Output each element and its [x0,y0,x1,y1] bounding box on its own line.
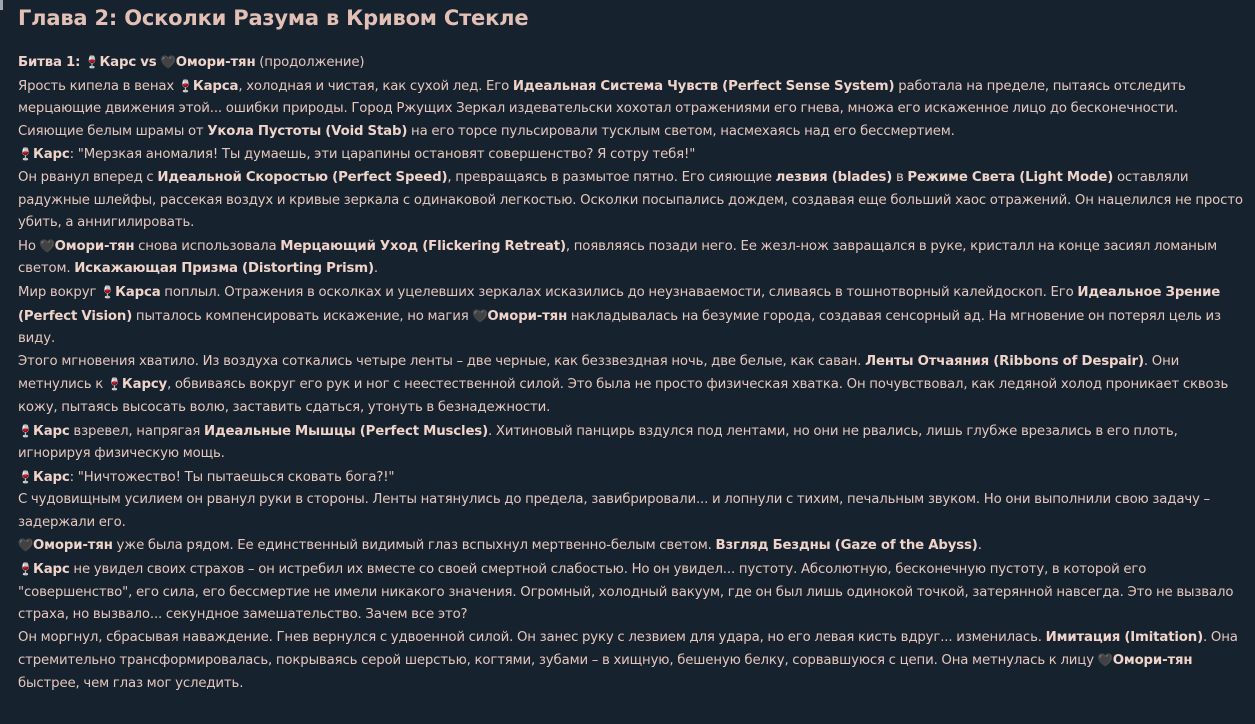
text-run: оставляли радужные шлейфы, рассекая воздух и кривые зеркала с одинаковой легкостью. Осколки посыпались дождем, создавая еще больший хаос отражений. Он нацелился не просто убить, а аннигилировать. [18,169,1243,231]
text-run: . Они метнулись к [18,353,1180,393]
text-run: : "Ничтожество! Ты пытаешься сковать бога?!" [69,469,395,485]
text-run: . [977,538,982,554]
story-paragraph [18,143,1245,167]
fire-emoji-icon: 🍷 [18,469,33,484]
story-paragraph [18,235,1245,281]
story-paragraph [18,167,1245,235]
black-heart-icon: 🖤 [472,308,488,323]
bold-term: Карсу [121,377,168,393]
text-run: снова использовала [134,238,281,254]
story-body [18,51,1245,696]
fire-emoji-icon: 🍷 [18,423,33,438]
text-run: . Она стремительно трансформировалась, покрываясь серой шерстью, когтями, зубами – в хищную, бешеную белку, сорвавшуюся с цепи. Она метнулась к лицу [18,629,1238,669]
story-paragraph [18,489,1245,534]
bold-term: Омори-тян [54,238,135,254]
black-heart-icon: 🖤 [18,538,33,553]
bold-term: Взгляд Бездны (Gaze of the Abyss) [715,538,978,554]
bold-term: Омори-тян [175,55,256,70]
story-paragraph [18,558,1245,627]
text-run: , появляясь позади него. Ее жезл-нож завращался в руке, кристалл на конце засиял ломаным светом. [18,238,1217,277]
story-paragraph [18,627,1245,696]
bold-term: Карс [33,423,70,439]
text-run: Он рванул вперед с [18,169,158,185]
bold-term: Карс [33,147,70,163]
text-run: . [373,261,378,277]
text-run: Мир вокруг [18,284,101,300]
black-heart-icon: 🖤 [160,55,176,69]
text-run: Этого мгновения хватило. Из воздуха соткались четыре ленты – две черные, как беззвездная ночь, две белые, как саван. [18,353,866,369]
bold-term: Карс [33,469,70,485]
text-run: взревел, напрягая [69,423,204,439]
chapter-title: Глава 2: Осколки Разума в Кривом Стекле [18,6,529,30]
story-paragraph [18,351,1245,420]
text-run: . Хитиновый панцирь вздулся под лентами, но они не рвались, лишь глубже врезались в его плоть, игнорируя физическую мощь. [18,423,1178,462]
fire-emoji-icon: 🍷 [100,284,115,299]
text-run: пыталось компенсировать искажение, но магия [132,308,473,324]
story-paragraph [18,51,1245,75]
bold-term: Омори-тян [33,538,113,554]
bold-term: Ленты Отчаяния (Ribbons of Despair) [865,353,1144,369]
text-run: работала на пределе, пытаясь отследить мерцающие движения этой... ошибки природы. Город Ржущих Зеркал издевательски хохотал отражениями его гнева, множа его искаженное лицо до бесконечности. Сияющие белым шрамы от [18,78,1186,139]
story-paragraph [18,75,1245,144]
bold-term: Омори-тян [1112,653,1193,669]
text-run: в [892,169,908,185]
bold-term: Карса [192,78,239,94]
bold-term: Карс vs [99,55,161,70]
text-run: поплыл. Отражения в осколках и уцелевших зеркалах исказились до неузнаваемости, сливаясь в тошнотворный калейдоскоп. Его [160,284,1078,300]
text-run: уже была рядом. Ее единственный видимый глаз вспыхнул мертвенно-белым светом. [112,538,716,554]
black-heart-icon: 🖤 [39,238,55,253]
fire-emoji-icon: 🍷 [18,562,33,577]
text-run: С чудовищным усилием он рванул руки в стороны. Ленты натянулись до предела, завибрировали... и лопнули с тихим, печальным звуком. Но они выполнили свою задачу – задержали его. [18,492,1211,530]
text-run: , обвиваясь вокруг его рук и ног с неестественной силой. Это была не просто физическая хватка. Он почувствовал, как ледяной холод проникает сквозь кожу, пытаясь высосать волю, заставить сдаться, утонуть в безнадежности. [18,377,1229,415]
story-paragraph [18,534,1245,558]
fire-emoji-icon: 🍷 [18,147,33,162]
black-heart-icon: 🖤 [1097,653,1113,668]
bold-term: Идеальное Зрение (Perfect Vision) [18,284,1221,324]
fire-emoji-icon: 🍷 [107,377,122,392]
bold-term: Искажающая Призма (Distorting Prism) [74,261,374,277]
fire-emoji-icon: 🍷 [84,55,100,69]
text-run: быстрее, чем глаз мог уследить. [18,676,244,692]
bold-term: Битва 1: [18,55,85,70]
bold-term: Карса [115,284,161,300]
bold-term: Режиме Света (Light Mode) [907,169,1114,185]
story-paragraph [18,281,1245,351]
bold-term: Имитация (Imitation) [1045,629,1204,645]
bold-term: Идеальная Система Чувств (Perfect Sense System) [512,78,895,94]
fire-emoji-icon: 🍷 [177,78,193,93]
text-run: Но [18,238,40,254]
bold-term: Идеальной Скоростью (Perfect Speed) [157,169,448,185]
text-run: : "Мерзкая аномалия! Ты думаешь, эти царапины остановят совершенство? Я сотру тебя!" [69,147,696,163]
text-run: Он моргнул, сбрасывая наваждение. Гнев вернулся с удвоенной силой. Он занес руку с лезвием для удара, но его левая кисть вдруг... изменилась. [18,629,1046,645]
text-run: (продолжение) [255,55,365,70]
bold-term: Мерцающий Уход (Flickering Retreat) [280,238,566,254]
bold-term: Карс [33,562,70,578]
text-run: , превращаясь в размытое пятно. Его сияющие [447,169,776,185]
text-run: не увидел своих страхов – он истребил их вместе со своей смертной слабостью. Но он увидел... пустоту. Абсолютную, бесконечную пустоту, в которой его "совершенство", его сила, его бессмертие не имели никакого значения. Огромный, холодный вакуум, где он был лишь одинокой точкой, затерянной навсегда. Это не вызвало страха, но вызвало... секундное замешательство. Зачем все это? [18,562,1234,623]
story-paragraph [18,420,1245,466]
text-run: Ярость кипела в венах [18,78,178,94]
corner-marker [0,0,3,10]
text-run: накладывалась на безумие города, создавая сенсорный ад. На мгновение он потерял цель из виду. [18,308,1221,347]
bold-term: Идеальные Мышцы (Perfect Muscles) [203,423,489,439]
bold-term: лезвия (blades) [775,169,893,185]
story-paragraph [18,466,1245,490]
text-run: , холодная и чистая, как сухой лед. Его [238,78,513,94]
bold-term: Омори-тян [487,308,568,324]
bold-term: Укола Пустоты (Void Stab) [207,123,408,139]
text-run: на его торсе пульсировали тусклым светом, насмехаясь над его бессмертием. [407,123,955,139]
